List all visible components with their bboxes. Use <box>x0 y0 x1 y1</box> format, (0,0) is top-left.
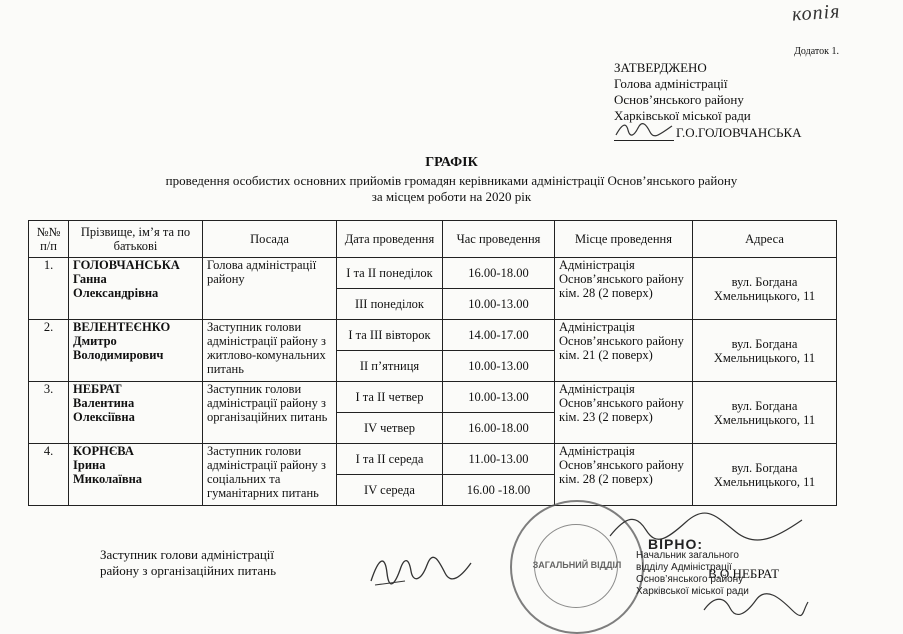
signer-line: Заступник голови адміністрації <box>100 547 275 562</box>
time-cell: 16.00 -18.00 <box>443 475 555 506</box>
position-cell: Заступник голови адміністрації району з організаційних питань <box>203 382 337 444</box>
approver-signature-line <box>614 124 802 141</box>
person-name <box>69 320 203 382</box>
patronymic: Миколаївна <box>73 472 143 486</box>
address-cell: вул. Богдана Хмельницького, 11 <box>693 444 837 506</box>
date-cell: І та ІІ четвер <box>337 382 443 413</box>
first-name: Ганна <box>73 272 107 286</box>
date-cell: І та ІІ середа <box>337 444 443 475</box>
subtitle-line: проведення особистих основних прийомів громадян керівниками адміністрації Основ’янського району <box>165 173 738 188</box>
place-cell: Адміністрація Основ’янського району кім. 23 (2 поверх) <box>555 382 693 444</box>
header-date: Дата проведення <box>337 221 443 258</box>
certification-title: ВІРНО: <box>648 536 703 552</box>
table-row <box>29 320 837 351</box>
place-cell: Адміністрація Основ’янського району кім. 28 (2 поверх) <box>555 258 693 320</box>
date-cell: ІІ п’ятниця <box>337 351 443 382</box>
table-header-row <box>29 221 837 258</box>
address-cell: вул. Богдана Хмельницького, 11 <box>693 258 837 320</box>
approval-line: Харківської міської ради <box>614 108 751 123</box>
person-name <box>69 444 203 506</box>
row-number: 4. <box>29 444 69 506</box>
header-num: №№ п/п <box>29 221 69 258</box>
position-cell: Голова адміністрації району <box>203 258 337 320</box>
header-place: Місце проведення <box>555 221 693 258</box>
patronymic: Олексіївна <box>73 410 135 424</box>
first-name: Валентина <box>73 396 135 410</box>
approval-line: Основ’янського району <box>614 92 744 107</box>
approval-line: ЗАТВЕРДЖЕНО <box>614 60 707 75</box>
header-address: Адреса <box>693 221 837 258</box>
date-cell: І та ІІІ вівторок <box>337 320 443 351</box>
patronymic: Олександрівна <box>73 286 159 300</box>
first-name: Дмитро <box>73 334 117 348</box>
first-name: Ірина <box>73 458 106 472</box>
seal-label: ЗАГАЛЬНИЙ ВІДДІЛ <box>532 560 622 570</box>
handwritten-signature-icon <box>700 590 810 625</box>
handwritten-signature-icon <box>614 124 674 141</box>
row-number: 3. <box>29 382 69 444</box>
date-cell: IV четвер <box>337 413 443 444</box>
surname: НЕБРАТ <box>73 382 122 396</box>
time-cell: 14.00-17.00 <box>443 320 555 351</box>
date-cell: І та ІІ понеділок <box>337 258 443 289</box>
approval-block <box>614 60 802 141</box>
document-title: ГРАФІК <box>425 155 478 170</box>
time-cell: 11.00-13.00 <box>443 444 555 475</box>
header-position: Посада <box>203 221 337 258</box>
time-cell: 16.00-18.00 <box>443 413 555 444</box>
place-cell: Адміністрація Основ’янського району кім. 28 (2 поверх) <box>555 444 693 506</box>
approver-name: Г.О.ГОЛОВЧАНСЬКА <box>676 125 802 140</box>
position-cell: Заступник голови адміністрації району з соціальних та гуманітарних питань <box>203 444 337 506</box>
handwritten-signature-icon <box>365 551 475 596</box>
time-cell: 10.00-13.00 <box>443 382 555 413</box>
header-time: Час проведення <box>443 221 555 258</box>
address-cell: вул. Богдана Хмельницького, 11 <box>693 382 837 444</box>
table-row <box>29 258 837 289</box>
schedule-table <box>28 220 837 506</box>
address-cell: вул. Богдана Хмельницького, 11 <box>693 320 837 382</box>
certification-line: Харківської міської ради <box>636 586 749 597</box>
certification-line: відділу Адміністрації <box>636 562 732 573</box>
approval-line: Голова адміністрації <box>614 76 728 91</box>
time-cell: 10.00-13.00 <box>443 289 555 320</box>
date-cell: ІІІ понеділок <box>337 289 443 320</box>
signer-title <box>100 547 276 579</box>
row-number: 2. <box>29 320 69 382</box>
patronymic: Володимирович <box>73 348 164 362</box>
signer-name: В.О.НЕБРАТ <box>708 566 780 581</box>
surname: КОРНЄВА <box>73 444 134 458</box>
surname: ГОЛОВЧАНСЬКА <box>73 258 180 272</box>
header-name: Прізвище, ім’я та по батькові <box>69 221 203 258</box>
place-cell: Адміністрація Основ’янського району кім. 21 (2 поверх) <box>555 320 693 382</box>
position-cell: Заступник голови адміністрації району з житлово-комунальних питань <box>203 320 337 382</box>
table-row <box>29 382 837 413</box>
certification-line: Основ’янського району <box>636 574 744 585</box>
row-number: 1. <box>29 258 69 320</box>
copy-mark: копія <box>791 0 842 26</box>
table-row <box>29 444 837 475</box>
time-cell: 10.00-13.00 <box>443 351 555 382</box>
document-subtitle <box>0 173 903 205</box>
certification-line: Начальник загального <box>636 550 739 561</box>
time-cell: 16.00-18.00 <box>443 258 555 289</box>
surname: ВЕЛЕНТЕЄНКО <box>73 320 171 334</box>
signer-line: району з організаційних питань <box>100 563 276 578</box>
person-name <box>69 258 203 320</box>
appendix-label: Додаток 1. <box>794 46 839 57</box>
subtitle-line: за місцем роботи на 2020 рік <box>371 189 532 204</box>
person-name <box>69 382 203 444</box>
date-cell: IV середа <box>337 475 443 506</box>
